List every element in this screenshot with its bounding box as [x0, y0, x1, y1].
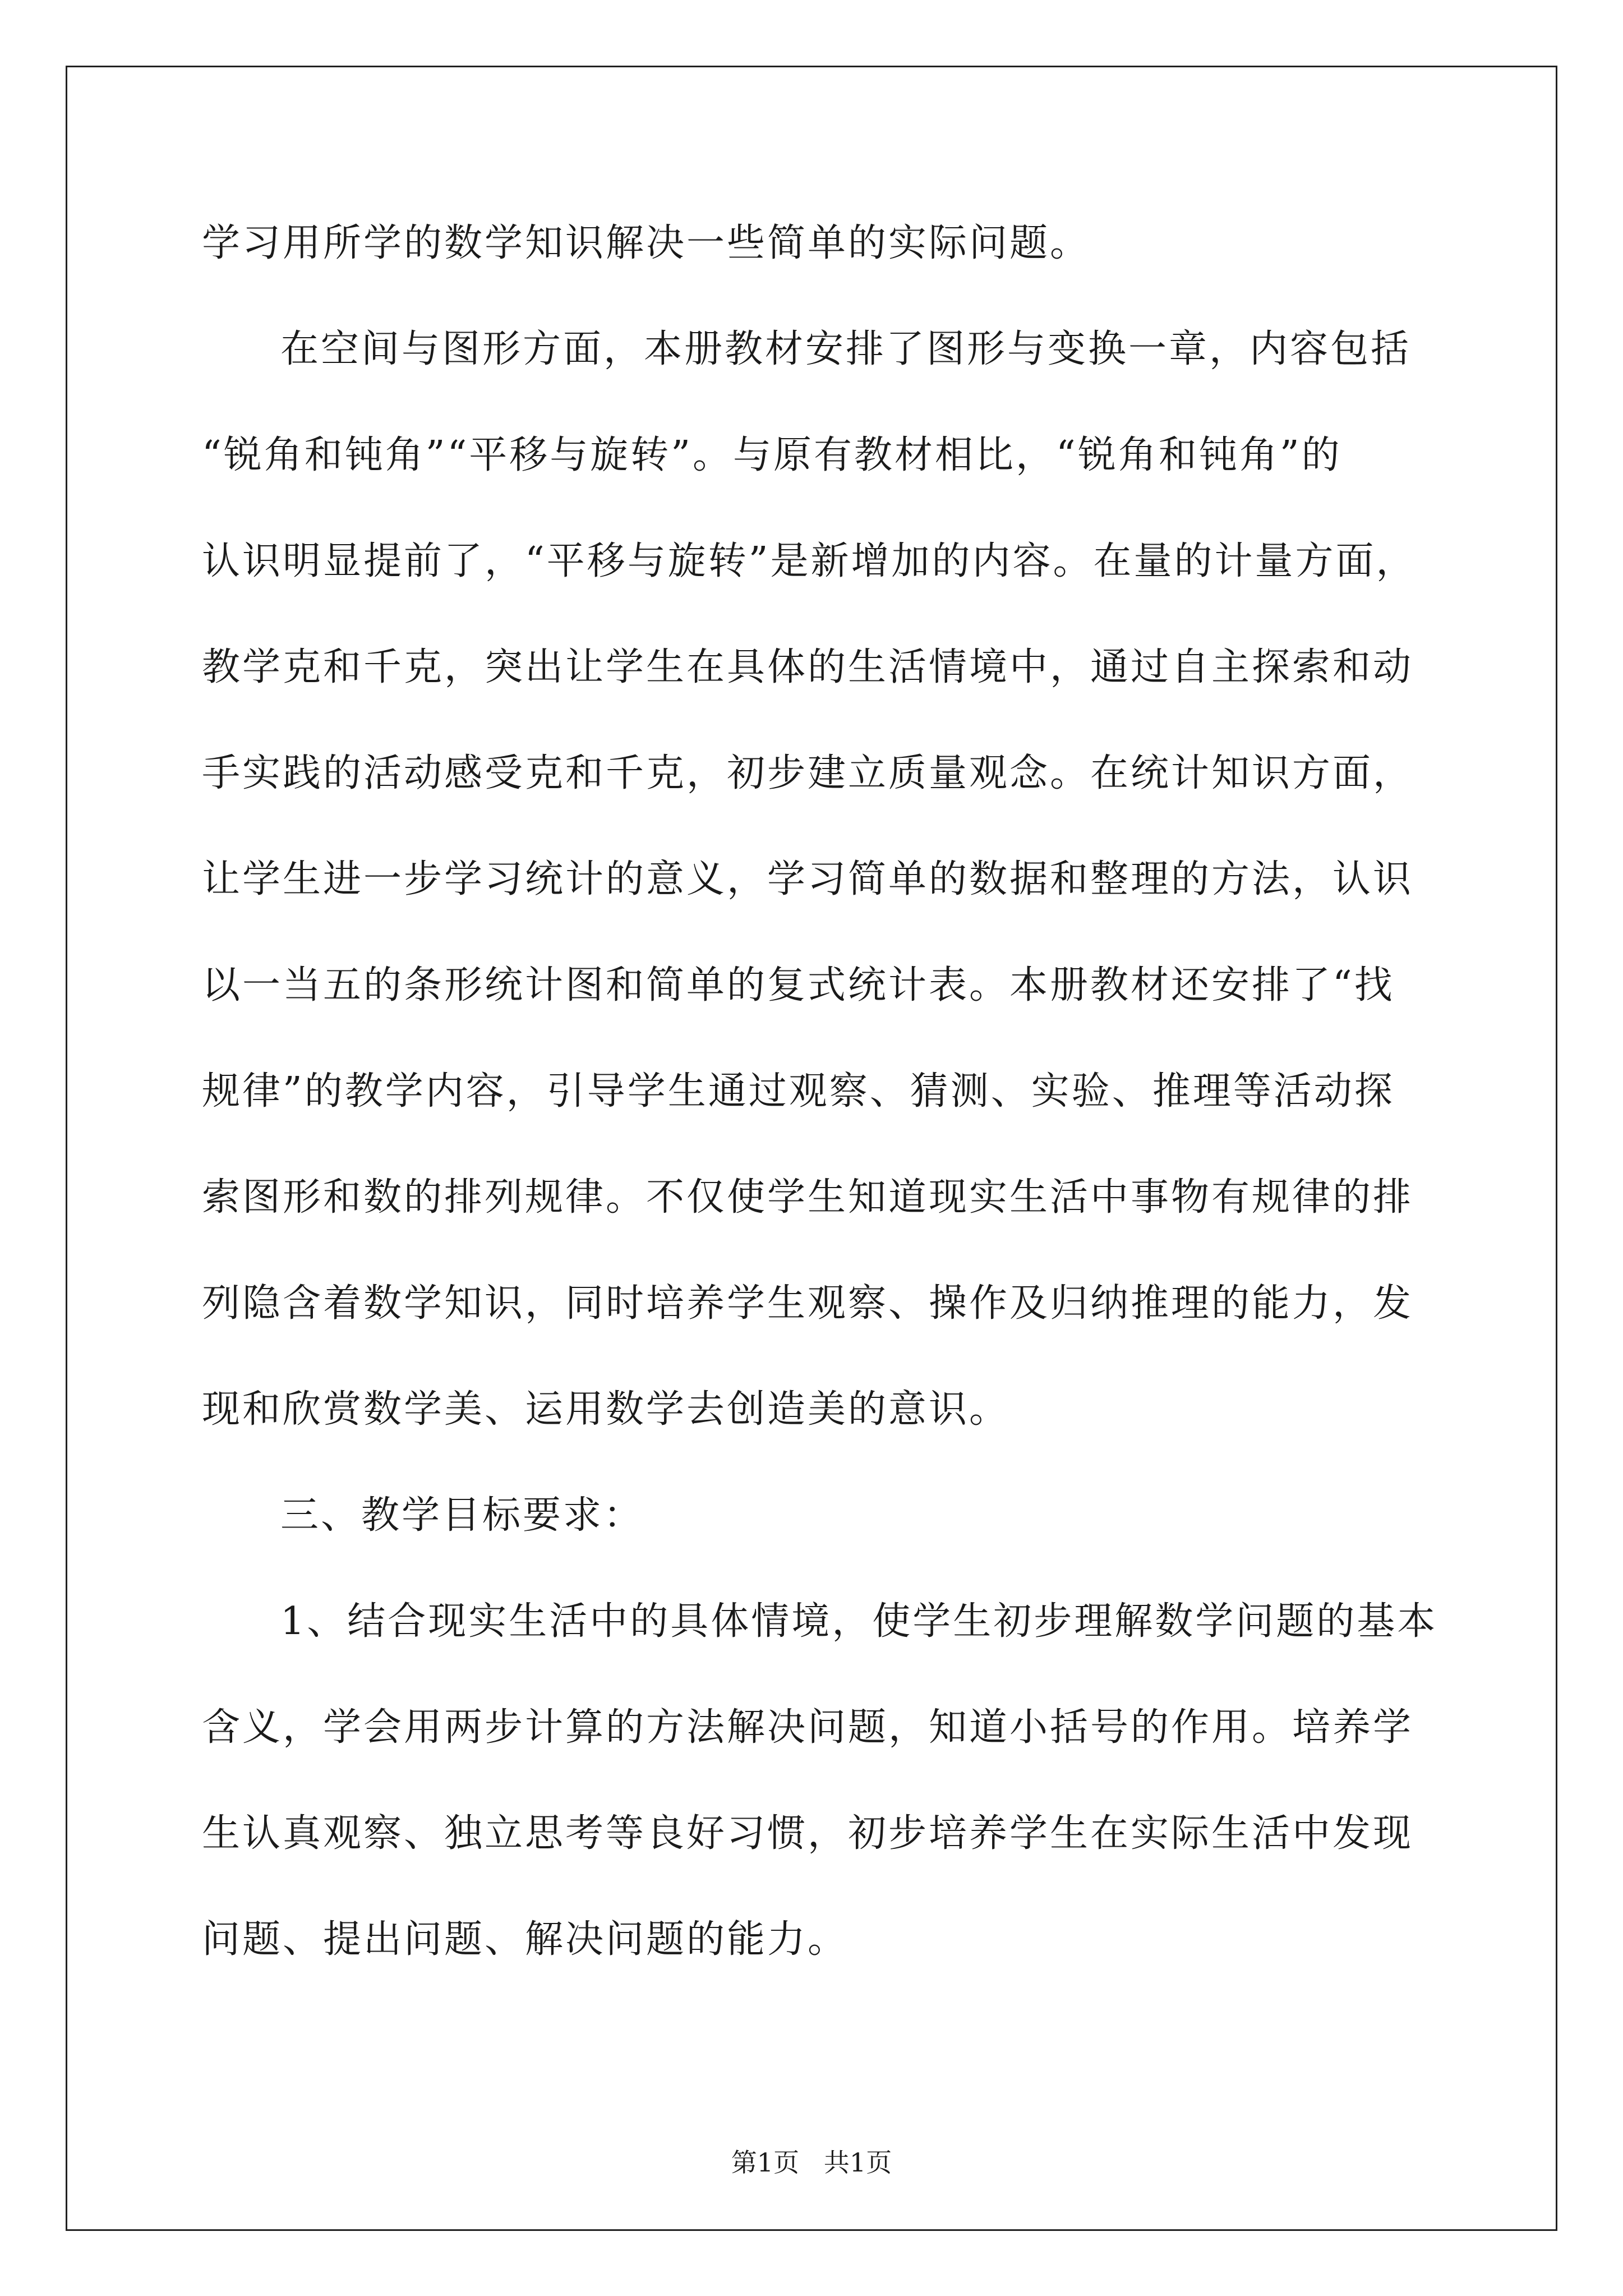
text-line: 1、结合现实生活中的具体情境，使学生初步理解数学问题的基本 [280, 1599, 1438, 1644]
text-line: 认识明显提前了，“平移与旋转”是新增加的内容。在量的计量方面， [202, 539, 1417, 583]
text-line: 在空间与图形方面，本册教材安排了图形与变换一章，内容包括 [280, 327, 1412, 371]
text-line: 教学克和千克，突出让学生在具体的生活情境中，通过自主探索和动 [202, 645, 1414, 689]
text-line: 问题、提出问题、解决问题的能力。 [202, 1917, 849, 1962]
page-border [66, 66, 1557, 2231]
text-line: 含义，学会用两步计算的方法解决问题，知道小括号的作用。培养学 [202, 1705, 1414, 1750]
text-line: “锐角和钝角”“平移与旋转”。与原有教材相比，“锐角和钝角”的 [202, 433, 1342, 477]
text-line: 学习用所学的数学知识解决一些简单的实际问题。 [202, 221, 1091, 265]
text-line: 索图形和数的排列规律。不仅使学生知道现实生活中事物有规律的排 [202, 1175, 1414, 1220]
text-line: 列隐含着数学知识，同时培养学生观察、操作及归纳推理的能力，发 [202, 1281, 1414, 1326]
section-heading: 三、教学目标要求： [280, 1493, 644, 1538]
text-line: 以一当五的条形统计图和简单的复式统计表。本册教材还安排了“找 [202, 963, 1395, 1007]
text-line: 生认真观察、独立思考等良好习惯，初步培养学生在实际生活中发现 [202, 1811, 1414, 1856]
text-line: 现和欣赏数学美、运用数学去创造美的意识。 [202, 1387, 1010, 1432]
text-line: 让学生进一步学习统计的意义，学习简单的数据和整理的方法，认识 [202, 857, 1414, 901]
text-line: 规律”的教学内容，引导学生通过观察、猜测、实验、推理等活动探 [202, 1069, 1395, 1114]
text-line: 手实践的活动感受克和千克，初步建立质量观念。在统计知识方面， [202, 751, 1414, 795]
page-number-footer: 第1页 共1页 [731, 2147, 892, 2178]
